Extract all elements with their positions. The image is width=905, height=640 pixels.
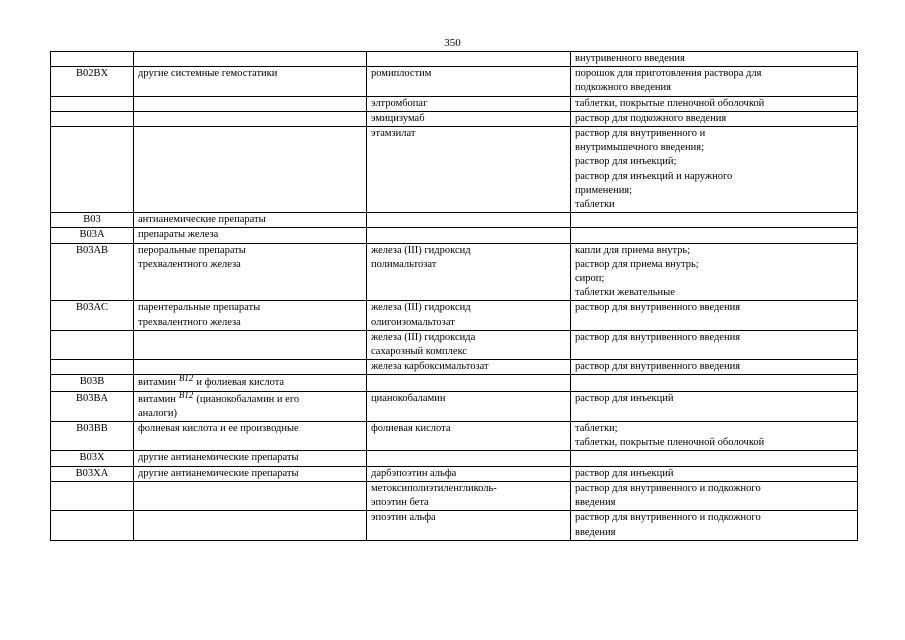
group-name: трехвалентного железа: [138, 316, 241, 328]
group-cell: [134, 481, 367, 510]
vitamin-b12-symbol: B12: [178, 391, 194, 400]
substance-name: ромиплостим: [371, 68, 432, 80]
substance-name: железа (III) гидроксид: [371, 302, 471, 314]
atc-code: B03XA: [75, 467, 109, 479]
table-row: [51, 213, 858, 228]
atc-code-cell: [51, 481, 134, 510]
group-prefix: витамин: [138, 377, 176, 389]
atc-code: B03A: [79, 229, 105, 241]
atc-code: B03AC: [75, 302, 109, 314]
dosage-form-cell: [571, 52, 858, 67]
group-cell: [134, 213, 367, 228]
table-row: [51, 466, 858, 481]
atc-code: B03BB: [76, 423, 108, 435]
atc-code-cell: [51, 451, 134, 466]
dosage-form: таблетки, покрытые пленочной оболочкой: [575, 437, 765, 449]
table-row: [51, 111, 858, 126]
group-cell: [134, 375, 367, 391]
table-row: [51, 422, 858, 451]
substance-name: эпоэтин бета: [371, 497, 429, 509]
dosage-form-cell: [571, 360, 858, 375]
group-name: фолиевая кислота и ее производные: [138, 423, 299, 435]
substance-cell: [367, 481, 571, 510]
dosage-form: раствор для внутривенного и: [575, 128, 706, 140]
substance-cell: [367, 451, 571, 466]
dosage-form-cell: [571, 67, 858, 96]
page-number: 350: [444, 37, 461, 49]
atc-code: B03: [83, 214, 101, 226]
dosage-form: таблетки;: [575, 423, 618, 435]
substance-cell: [367, 52, 571, 67]
substance-name: дарбэпоэтин альфа: [371, 467, 457, 479]
group-cell: [134, 466, 367, 481]
dosage-form: раствор для внутривенного введения: [575, 331, 741, 343]
dosage-form-cell: [571, 511, 858, 540]
table-row: [51, 67, 858, 96]
dosage-form-cell: [571, 422, 858, 451]
atc-code-cell: [51, 330, 134, 359]
group-suffix: (цианокобаламин и его: [196, 393, 300, 405]
dosage-form-cell: [571, 301, 858, 330]
group-cell: [134, 96, 367, 111]
group-cell: [134, 330, 367, 359]
dosage-form: раствор для инъекций;: [575, 156, 677, 168]
atc-code-cell: [51, 96, 134, 111]
substance-name: железа (III) гидроксида: [371, 331, 476, 343]
table-row: [51, 391, 858, 421]
table-row: [51, 52, 858, 67]
atc-code: B02BX: [75, 68, 109, 80]
table-row: [51, 360, 858, 375]
dosage-form: таблетки, покрытые пленочной оболочкой: [575, 97, 765, 109]
atc-code-cell: [51, 67, 134, 96]
group-cell: [134, 67, 367, 96]
group-name: другие антианемические препараты: [138, 467, 299, 479]
dosage-form-cell: [571, 111, 858, 126]
dosage-form: таблетки: [575, 199, 615, 211]
atc-code: B03BA: [75, 392, 109, 404]
substance-cell: [367, 330, 571, 359]
dosage-form-cell: [571, 96, 858, 111]
substance-name: фолиевая кислота: [371, 423, 451, 435]
vitamin-b12-symbol: B12: [178, 374, 194, 384]
group-name: [138, 375, 362, 390]
group-name: другие системные гемостатики: [138, 68, 278, 80]
group-name: [138, 392, 362, 407]
dosage-form-cell: [571, 127, 858, 213]
substance-name: эмицизумаб: [371, 112, 425, 124]
substance-cell: [367, 127, 571, 213]
dosage-form: раствор для инъекций и наружного: [575, 170, 733, 182]
substance-cell: [367, 96, 571, 111]
substance-name: элтромбопаг: [371, 97, 428, 109]
atc-code-cell: [51, 391, 134, 421]
atc-code-cell: [51, 422, 134, 451]
substance-name: цианокобаламин: [371, 392, 446, 404]
table-row: [51, 330, 858, 359]
substance-cell: [367, 375, 571, 391]
dosage-form-cell: [571, 451, 858, 466]
table-row: [51, 96, 858, 111]
dosage-form: раствор для подкожного введения: [575, 112, 727, 124]
dosage-form: раствор для внутривенного введения: [575, 361, 741, 373]
atc-code-cell: [51, 228, 134, 243]
group-cell: [134, 422, 367, 451]
substance-name: олигоизомальтозат: [371, 316, 455, 328]
group-name: другие антианемические препараты: [138, 452, 299, 464]
dosage-form: применения;: [575, 184, 633, 196]
atc-code-cell: [51, 466, 134, 481]
substance-cell: [367, 301, 571, 330]
substance-cell: [367, 511, 571, 540]
group-name-continued: аналоги): [138, 407, 177, 419]
substance-cell: [367, 213, 571, 228]
atc-code-cell: [51, 127, 134, 213]
substance-cell: [367, 243, 571, 301]
dosage-form: введения: [575, 526, 616, 538]
dosage-form: раствор для инъекций: [575, 467, 674, 479]
dosage-form: капли для приема внутрь;: [575, 244, 691, 256]
table-row: [51, 511, 858, 540]
group-cell: [134, 451, 367, 466]
group-cell: [134, 301, 367, 330]
atc-code-cell: [51, 511, 134, 540]
table-row: [51, 228, 858, 243]
atc-code: B03AB: [75, 244, 109, 256]
substance-cell: [367, 360, 571, 375]
dosage-form: введения: [575, 497, 616, 509]
group-name: антианемические препараты: [138, 214, 266, 226]
group-name: трехвалентного железа: [138, 258, 241, 270]
atc-code-cell: [51, 360, 134, 375]
dosage-form: внутривенного введения: [575, 53, 685, 64]
atc-code-cell: [51, 301, 134, 330]
group-cell: [134, 243, 367, 301]
dosage-form-cell: [571, 481, 858, 510]
group-cell: [134, 127, 367, 213]
table-row: [51, 375, 858, 391]
substance-cell: [367, 67, 571, 96]
group-prefix: витамин: [138, 393, 176, 405]
dosage-form: подкожного введения: [575, 82, 671, 94]
dosage-form-cell: [571, 228, 858, 243]
dosage-form-cell: [571, 466, 858, 481]
dosage-form: раствор для приема внутрь;: [575, 258, 699, 270]
dosage-form-cell: [571, 375, 858, 391]
dosage-form-cell: [571, 213, 858, 228]
dosage-form: раствор для внутривенного и подкожного: [575, 512, 761, 524]
substance-cell: [367, 111, 571, 126]
dosage-form-cell: [571, 330, 858, 359]
group-cell: [134, 52, 367, 67]
table-body: [51, 52, 858, 541]
table-row: [51, 301, 858, 330]
group-name: препараты железа: [138, 229, 219, 241]
dosage-form: раствор для внутривенного введения: [575, 302, 741, 314]
table-row: [51, 127, 858, 213]
substance-cell: [367, 422, 571, 451]
atc-code: B03B: [79, 376, 105, 388]
dosage-form: таблетки жевательные: [575, 287, 675, 299]
table-row: [51, 243, 858, 301]
dosage-form: сироп;: [575, 273, 605, 285]
substance-name: сахарозный комплекс: [371, 346, 468, 358]
atc-code-cell: [51, 213, 134, 228]
group-name: парентеральные препараты: [138, 302, 261, 314]
atc-drug-table: [50, 51, 858, 541]
substance-cell: [367, 466, 571, 481]
dosage-form-cell: [571, 391, 858, 421]
group-cell: [134, 228, 367, 243]
dosage-form: раствор для внутривенного и подкожного: [575, 482, 761, 494]
dosage-form-cell: [571, 243, 858, 301]
table-row: [51, 481, 858, 510]
atc-code-cell: [51, 52, 134, 67]
group-cell: [134, 360, 367, 375]
atc-code-cell: [51, 375, 134, 391]
group-suffix: и фолиевая кислота: [196, 377, 285, 389]
group-cell: [134, 111, 367, 126]
substance-cell: [367, 391, 571, 421]
substance-name: этамзилат: [371, 128, 416, 140]
group-name: пероральные препараты: [138, 244, 246, 256]
atc-code-cell: [51, 243, 134, 301]
substance-name: метоксиполиэтиленгликоль-: [371, 482, 497, 494]
atc-code: B03X: [79, 452, 105, 464]
substance-name: полимальтозат: [371, 258, 437, 270]
dosage-form: раствор для инъекций: [575, 392, 674, 404]
substance-name: железа (III) гидроксид: [371, 244, 471, 256]
dosage-form: порошок для приготовления раствора для: [575, 68, 762, 80]
group-cell: [134, 511, 367, 540]
dosage-form: внутримышечного введения;: [575, 142, 705, 154]
table-row: [51, 451, 858, 466]
substance-name: эпоэтин альфа: [371, 512, 436, 524]
substance-cell: [367, 228, 571, 243]
atc-code-cell: [51, 111, 134, 126]
group-cell: [134, 391, 367, 421]
substance-name: железа карбоксимальтозат: [371, 361, 489, 373]
